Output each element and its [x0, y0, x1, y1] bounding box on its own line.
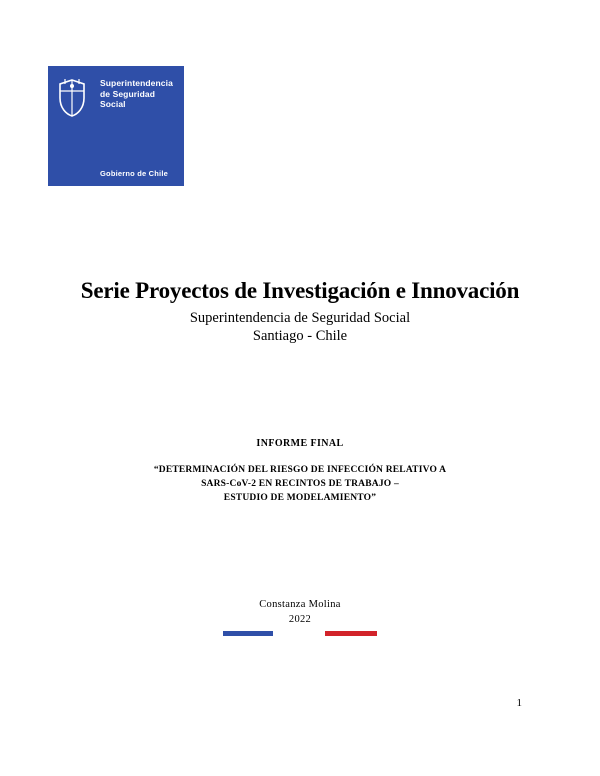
publication-year: 2022 [288, 614, 312, 625]
page-number: 1 [516, 697, 522, 709]
author-name: Constanza Molina [259, 599, 341, 610]
page-title: Serie Proyectos de Investigación e Innovación [80, 278, 520, 303]
color-bar-blue-segment [223, 631, 273, 636]
coat-of-arms-icon [57, 78, 87, 118]
report-title-line-2: SARS-CoV-2 EN RECINTOS DE TRABAJO – [201, 479, 399, 489]
color-bar [223, 631, 377, 636]
logo-government-line: Gobierno de Chile [100, 169, 168, 178]
logo-title-line-3: Social [100, 99, 126, 109]
color-bar-red-segment [325, 631, 377, 636]
report-title-line-1: “DETERMINACIÓN DEL RIESGO DE INFECCIÓN RELATIVO A [153, 465, 447, 475]
superintendencia-logo [48, 66, 184, 186]
report-title-line-3: ESTUDIO DE MODELAMIENTO” [223, 493, 377, 503]
logo-title-line-2: de Seguridad [100, 88, 156, 99]
logo-title [100, 78, 180, 110]
logo-title-line-1: Superintendencia [100, 78, 173, 88]
report-label: INFORME FINAL [256, 438, 344, 449]
location-line: Santiago - Chile [252, 328, 348, 344]
color-bar-white-segment [273, 631, 325, 636]
logo-blue-panel-lower [48, 148, 184, 186]
report-title [100, 463, 500, 505]
institution-name: Superintendencia de Seguridad Social [189, 310, 411, 326]
